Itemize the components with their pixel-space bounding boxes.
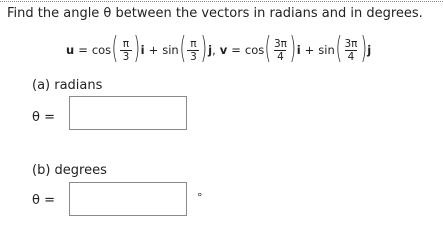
- paren-open: (: [335, 31, 342, 66]
- v-sin-denominator: 4: [345, 50, 357, 63]
- v-cos-numerator: 3π: [273, 37, 287, 50]
- u-cos-denominator: 3: [120, 50, 132, 63]
- paren-close: ): [289, 31, 297, 66]
- part-a-label: (a) radians: [32, 78, 103, 93]
- v-plus: +: [304, 43, 315, 57]
- u-i-unit: i: [140, 43, 145, 57]
- u-cos: cos: [91, 43, 112, 57]
- paren-close: ): [201, 31, 208, 66]
- u-vector-label: u: [66, 43, 75, 57]
- degree-symbol: °: [197, 191, 203, 204]
- u-j-unit: j: [208, 43, 213, 57]
- paren-open: (: [264, 31, 272, 66]
- v-sin-fraction: [344, 38, 359, 63]
- u-sin-numerator: π: [190, 37, 197, 50]
- degrees-answer-input[interactable]: [69, 182, 187, 216]
- v-cos-fraction: [273, 38, 288, 63]
- paren-open: (: [111, 31, 119, 66]
- part-a-theta-label: θ =: [32, 110, 55, 125]
- paren-close: ): [360, 31, 367, 66]
- v-cos: cos: [244, 43, 265, 57]
- v-sin: sin: [318, 43, 335, 57]
- paren-close: ): [133, 31, 140, 66]
- top-divider: [0, 1, 443, 2]
- v-cos-denominator: 4: [274, 50, 286, 63]
- vector-formula: [66, 30, 371, 70]
- u-cos-fraction: [120, 38, 132, 63]
- u-sin-denominator: 3: [187, 50, 199, 63]
- u-cos-numerator: π: [122, 37, 130, 50]
- paren-open: (: [179, 31, 186, 66]
- v-equals: =: [231, 43, 241, 57]
- v-sin-numerator: 3π: [344, 37, 358, 50]
- u-equals: =: [78, 43, 88, 57]
- v-vector-label: v: [219, 43, 228, 57]
- u-sin: sin: [162, 43, 179, 57]
- part-b-label: (b) degrees: [32, 163, 107, 178]
- u-plus: +: [148, 43, 159, 57]
- v-i-unit: i: [296, 43, 301, 57]
- v-j-unit: j: [367, 43, 372, 57]
- part-b-theta-label: θ =: [32, 193, 55, 208]
- u-sin-fraction: [187, 38, 199, 63]
- radians-answer-input[interactable]: [69, 96, 187, 130]
- question-text: Find the angle θ between the vectors in radians and in degrees.: [7, 6, 423, 21]
- vector-separator: ,: [212, 43, 216, 57]
